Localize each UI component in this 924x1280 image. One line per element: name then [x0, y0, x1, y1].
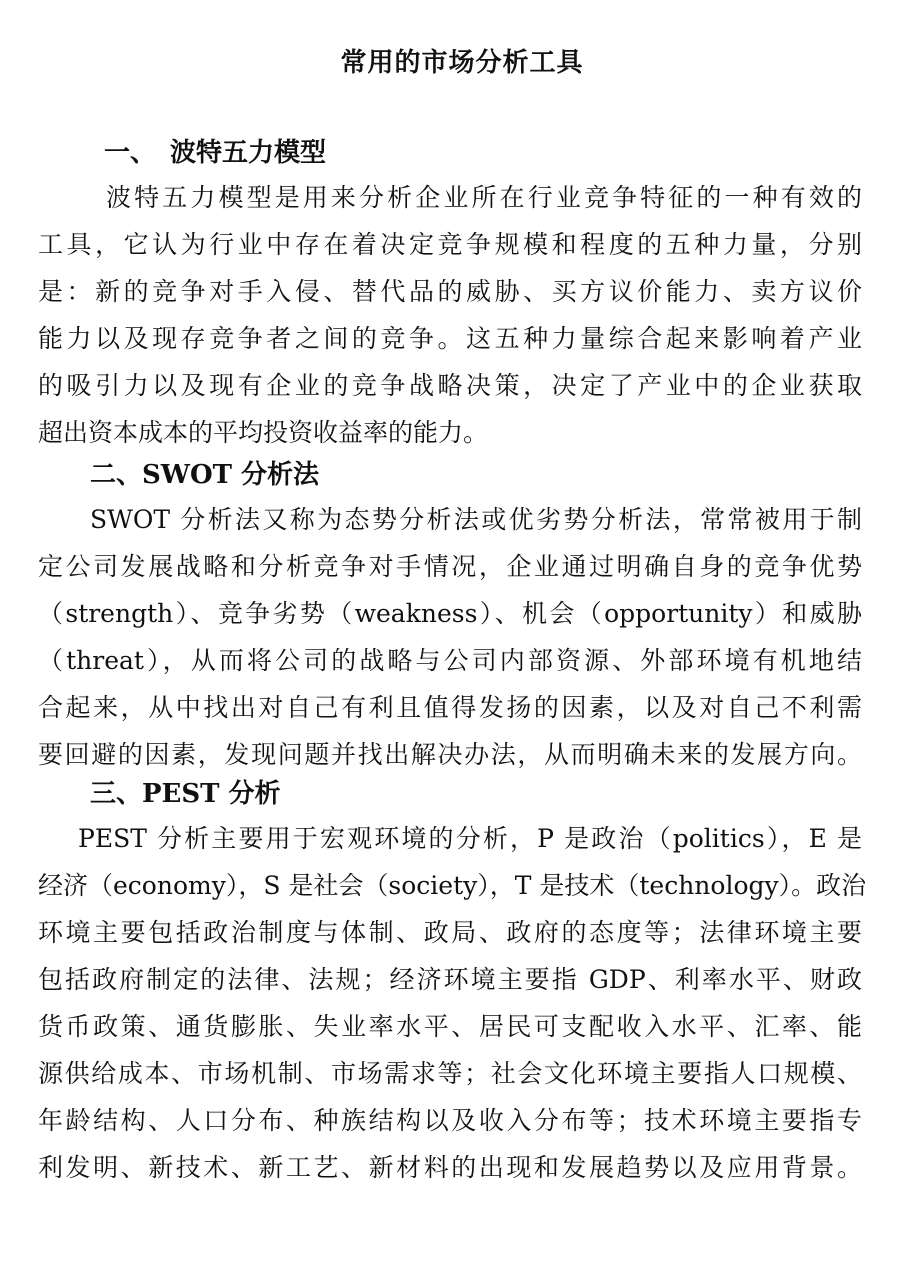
paragraph-line: 要回避的因素，发现问题并找出解决办法，从而明确未来的发展方向。 [38, 740, 862, 769]
paragraph-line: 定公司发展战略和分析竞争对手情况，企业通过明确自身的竞争优势 [38, 552, 862, 581]
paragraph-line: 利发明、新技术、新工艺、新材料的出现和发展趋势以及应用背景。 [38, 1153, 862, 1182]
section-heading-swot: 二、SWOT 分析法 [90, 460, 320, 490]
paragraph-line: 源供给成本、市场机制、市场需求等；社会文化环境主要指人口规模、 [38, 1059, 862, 1088]
paragraph-line: 工具，它认为行业中存在着决定竞争规模和程度的五种力量，分别 [38, 230, 862, 259]
document-title: 常用的市场分析工具 [340, 48, 584, 78]
paragraph-pest [38, 815, 867, 1191]
paragraph-line: 经济（economy），S 是社会（society），T 是技术（technology）。政治 [38, 871, 867, 900]
paragraph-line: （strength）、竞争劣势（weakness）、机会（opportunity）和威胁 [38, 599, 862, 628]
paragraph-line: （threat），从而将公司的战略与公司内部资源、外部环境有机地结 [38, 646, 862, 675]
paragraph-line: 波特五力模型是用来分析企业所在行业竞争特征的一种有效的 [106, 183, 862, 212]
paragraph-line: SWOT 分析法又称为态势分析法或优劣势分析法，常常被用于制 [90, 505, 862, 534]
paragraph-line: 合起来，从中找出对自己有利且值得发扬的因素，以及对自己不利需 [38, 693, 862, 722]
section-heading-porter [104, 132, 326, 169]
section-heading-text: 波特五力模型 [170, 138, 327, 168]
paragraph-line: 环境主要包括政治制度与体制、政局、政府的态度等；法律环境主要 [38, 918, 862, 947]
paragraph-line: 货币政策、通货膨胀、失业率水平、居民可支配收入水平、汇率、能 [38, 1012, 862, 1041]
section-heading-pest: 三、PEST 分析 [90, 779, 281, 809]
paragraph-line: 年龄结构、人口分布、种族结构以及收入分布等；技术环境主要指专 [38, 1106, 862, 1135]
paragraph-line: PEST 分析主要用于宏观环境的分析，P 是政治（politics），E 是 [78, 824, 862, 853]
paragraph-line: 是：新的竞争对手入侵、替代品的威胁、买方议价能力、卖方议价 [38, 277, 862, 306]
paragraph-line: 能力以及现存竞争者之间的竞争。这五种力量综合起来影响着产业 [38, 324, 862, 353]
section-number: 一、 [104, 138, 157, 168]
paragraph-porter [38, 174, 862, 456]
paragraph-line: 超出资本成本的平均投资收益率的能力。 [38, 418, 489, 447]
paragraph-swot [38, 496, 862, 778]
paragraph-line: 包括政府制定的法律、法规；经济环境主要指 GDP、利率水平、财政 [38, 965, 862, 994]
paragraph-line: 的吸引力以及现有企业的竞争战略决策，决定了产业中的企业获取 [38, 371, 862, 400]
